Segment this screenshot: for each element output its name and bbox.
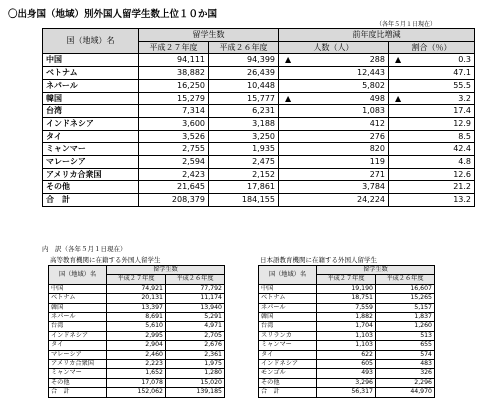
students-2014: 6,231 — [209, 105, 279, 118]
right-header-students: 留学生数 — [317, 266, 435, 275]
change-ratio — [389, 168, 475, 181]
country-name: ベトナム — [49, 294, 107, 303]
change-ratio — [389, 105, 475, 118]
change-ratio-value: 13.2 — [453, 195, 471, 205]
students-2014: 2,475 — [209, 156, 279, 169]
change-ratio — [389, 194, 475, 207]
country-name: マレーシア — [43, 156, 139, 169]
change-count-value: 820 — [369, 144, 385, 154]
main-table-body — [43, 54, 475, 206]
students-2014: 94,399 — [209, 54, 279, 67]
decrease-mark: ▲ — [395, 93, 402, 103]
table-row — [259, 303, 435, 312]
decrease-mark: ▲ — [285, 93, 292, 103]
change-ratio-value: 21.2 — [453, 182, 471, 192]
students-2015: 2,594 — [139, 156, 209, 169]
students-2014: 2,296 — [376, 378, 435, 387]
students-2014: 15,265 — [376, 294, 435, 303]
students-2014: 15,020 — [166, 378, 225, 387]
country-name: ミャンマー — [49, 369, 107, 378]
students-2014: 2,705 — [166, 331, 225, 340]
left-table — [48, 265, 225, 398]
table-row — [49, 284, 225, 293]
students-2014: 2,361 — [166, 350, 225, 359]
students-2015: 19,190 — [317, 284, 376, 293]
students-2015: 2,995 — [107, 331, 166, 340]
students-2015: 2,460 — [107, 350, 166, 359]
students-2015: 2,423 — [139, 168, 209, 181]
breakdown-note: 内 訳（各年５月１日現在） — [42, 245, 127, 253]
decrease-mark: ▲ — [285, 55, 292, 65]
students-2015: 208,379 — [139, 194, 209, 207]
change-ratio-value: 17.4 — [453, 106, 471, 116]
page-title: 〇出身国（地域）別外国人留学生数上位１０か国 — [8, 9, 218, 20]
students-2015: 3,600 — [139, 117, 209, 130]
students-2015: 3,526 — [139, 130, 209, 143]
change-ratio — [389, 54, 475, 67]
country-name: ベトナム — [43, 67, 139, 80]
header-count: 人数（人） — [279, 41, 389, 54]
students-2014: 5,291 — [166, 313, 225, 322]
total-row — [49, 388, 225, 397]
table-row — [43, 54, 475, 67]
students-2015: 1,103 — [317, 331, 376, 340]
students-2015: 94,111 — [139, 54, 209, 67]
country-name: 中国 — [259, 284, 317, 293]
change-count-value: 271 — [369, 169, 385, 179]
students-2014: 10,448 — [209, 79, 279, 92]
table-row — [259, 360, 435, 369]
change-ratio-value: 8.5 — [458, 131, 471, 141]
students-2014: 16,607 — [376, 284, 435, 293]
table-row — [43, 181, 475, 194]
students-2014: 1,280 — [166, 369, 225, 378]
table-row — [49, 350, 225, 359]
change-ratio-value: 4.8 — [458, 157, 471, 167]
total-row — [43, 194, 475, 207]
country-name: タイ — [259, 350, 317, 359]
left-header-country: 国（地域）名 — [49, 266, 107, 285]
change-ratio-value: 42.4 — [453, 144, 471, 154]
students-2015: 17,078 — [107, 378, 166, 387]
country-name: ベトナム — [259, 294, 317, 303]
table-row — [259, 284, 435, 293]
students-2014: 13,940 — [166, 303, 225, 312]
students-2015: 605 — [317, 360, 376, 369]
header-year26: 平成２６年度 — [209, 41, 279, 54]
country-name: 合 計 — [259, 388, 317, 397]
students-2014: 5,157 — [376, 303, 435, 312]
students-2015: 15,279 — [139, 92, 209, 105]
table-row — [49, 303, 225, 312]
country-name: アメリカ合衆国 — [43, 168, 139, 181]
right-header-year26: 平成２６年度 — [376, 275, 435, 284]
change-count — [279, 143, 389, 156]
table-row — [259, 322, 435, 331]
header-year27: 平成２７年度 — [139, 41, 209, 54]
table-row — [259, 294, 435, 303]
students-2015: 2,755 — [139, 143, 209, 156]
table-row — [43, 143, 475, 156]
change-count-value: 5,802 — [362, 80, 385, 90]
table-row — [259, 378, 435, 387]
country-name: 台湾 — [49, 322, 107, 331]
country-name: ミャンマー — [259, 341, 317, 350]
change-count — [279, 168, 389, 181]
country-name: 韓国 — [43, 92, 139, 105]
table-row — [259, 341, 435, 350]
country-name: インドネシア — [43, 117, 139, 130]
table-row — [43, 168, 475, 181]
country-name: 韓国 — [49, 303, 107, 312]
change-ratio-value: 0.3 — [458, 55, 471, 65]
students-2014: 513 — [376, 331, 435, 340]
table-row — [49, 378, 225, 387]
students-2014: 17,861 — [209, 181, 279, 194]
country-name: 中国 — [49, 284, 107, 293]
change-count-value: 412 — [369, 118, 385, 128]
students-2014: 574 — [376, 350, 435, 359]
students-2015: 38,882 — [139, 67, 209, 80]
students-2014: 326 — [376, 369, 435, 378]
students-2014: 15,777 — [209, 92, 279, 105]
right-header-country: 国（地域）名 — [259, 266, 317, 285]
change-count — [279, 194, 389, 207]
students-2015: 2,223 — [107, 360, 166, 369]
students-2015: 20,131 — [107, 294, 166, 303]
country-name: その他 — [49, 378, 107, 387]
change-ratio-value: 3.2 — [458, 93, 471, 103]
students-2014: 184,155 — [209, 194, 279, 207]
right-table-body — [259, 284, 435, 397]
change-count-value: 119 — [369, 157, 385, 167]
students-2015: 13,397 — [107, 303, 166, 312]
change-ratio-value: 12.6 — [453, 169, 471, 179]
country-name: 台湾 — [259, 322, 317, 331]
country-name: 韓国 — [259, 313, 317, 322]
change-ratio — [389, 92, 475, 105]
change-count — [279, 92, 389, 105]
country-name: インドネシア — [259, 360, 317, 369]
right-table — [258, 265, 435, 398]
header-ratio: 割合（％） — [389, 41, 475, 54]
table-row — [43, 156, 475, 169]
table-row — [43, 67, 475, 80]
students-2014: 44,970 — [376, 388, 435, 397]
change-ratio — [389, 130, 475, 143]
students-2014: 2,676 — [166, 341, 225, 350]
students-2014: 483 — [376, 360, 435, 369]
change-ratio-value: 12.9 — [453, 118, 471, 128]
change-count-value: 1,083 — [362, 106, 385, 116]
students-2015: 152,062 — [107, 388, 166, 397]
change-count — [279, 105, 389, 118]
country-name: タイ — [49, 341, 107, 350]
change-count — [279, 54, 389, 67]
change-count-value: 276 — [369, 131, 385, 141]
header-change: 前年度比増減 — [279, 29, 475, 42]
students-2015: 16,250 — [139, 79, 209, 92]
table-row — [259, 331, 435, 340]
country-name: 中国 — [43, 54, 139, 67]
change-count-value: 498 — [369, 93, 385, 103]
total-row — [259, 388, 435, 397]
students-2014: 1,837 — [376, 313, 435, 322]
country-name: スリランカ — [259, 331, 317, 340]
table-row — [49, 369, 225, 378]
students-2015: 8,691 — [107, 313, 166, 322]
table-row — [43, 117, 475, 130]
students-2014: 1,935 — [209, 143, 279, 156]
students-2015: 7,559 — [317, 303, 376, 312]
students-2015: 2,904 — [107, 341, 166, 350]
left-header-students: 留学生数 — [107, 266, 225, 275]
country-name: ミャンマー — [43, 143, 139, 156]
table-row — [43, 105, 475, 118]
change-count — [279, 67, 389, 80]
country-name: ネパール — [49, 313, 107, 322]
students-2014: 77,792 — [166, 284, 225, 293]
change-count-value: 12,443 — [357, 68, 385, 78]
country-name: マレーシア — [49, 350, 107, 359]
change-count-value: 3,784 — [362, 182, 385, 192]
change-count — [279, 156, 389, 169]
right-caption: 日本語教育機関に在籍する外国人留学生 — [260, 256, 377, 264]
date-note: （各年５月１日現在） — [376, 21, 437, 28]
country-name: ネパール — [43, 79, 139, 92]
change-count-value: 24,224 — [357, 195, 385, 205]
students-2014: 139,185 — [166, 388, 225, 397]
change-ratio — [389, 181, 475, 194]
students-2014: 655 — [376, 341, 435, 350]
table-row — [49, 331, 225, 340]
country-name: ネパール — [259, 303, 317, 312]
table-row — [49, 294, 225, 303]
change-ratio — [389, 79, 475, 92]
country-name: モンゴル — [259, 369, 317, 378]
table-row — [49, 360, 225, 369]
change-count — [279, 130, 389, 143]
change-ratio — [389, 67, 475, 80]
students-2014: 11,174 — [166, 294, 225, 303]
left-header-year27: 平成２７年度 — [107, 275, 166, 284]
students-2014: 1,260 — [376, 322, 435, 331]
decrease-mark: ▲ — [395, 55, 402, 65]
students-2015: 1,103 — [317, 341, 376, 350]
students-2015: 1,652 — [107, 369, 166, 378]
change-count-value: 288 — [369, 55, 385, 65]
students-2014: 2,152 — [209, 168, 279, 181]
students-2015: 21,645 — [139, 181, 209, 194]
students-2015: 7,314 — [139, 105, 209, 118]
change-ratio-value: 47.1 — [453, 68, 471, 78]
main-table — [42, 28, 475, 207]
students-2014: 4,971 — [166, 322, 225, 331]
country-name: タイ — [43, 130, 139, 143]
students-2015: 74,921 — [107, 284, 166, 293]
change-count — [279, 181, 389, 194]
change-count — [279, 79, 389, 92]
students-2015: 3,296 — [317, 378, 376, 387]
students-2015: 622 — [317, 350, 376, 359]
change-ratio — [389, 156, 475, 169]
country-name: その他 — [43, 181, 139, 194]
students-2014: 1,975 — [166, 360, 225, 369]
table-row — [259, 369, 435, 378]
students-2015: 56,317 — [317, 388, 376, 397]
country-name: 合 計 — [49, 388, 107, 397]
country-name: アメリカ合衆国 — [49, 360, 107, 369]
table-row — [43, 130, 475, 143]
country-name: その他 — [259, 378, 317, 387]
right-header-year27: 平成２７年度 — [317, 275, 376, 284]
students-2015: 5,610 — [107, 322, 166, 331]
table-row — [49, 313, 225, 322]
header-country: 国（地域）名 — [43, 29, 139, 54]
left-table-body — [49, 284, 225, 397]
country-name: 台湾 — [43, 105, 139, 118]
students-2015: 18,751 — [317, 294, 376, 303]
table-row — [49, 322, 225, 331]
left-header-year26: 平成２６年度 — [166, 275, 225, 284]
change-ratio-value: 55.5 — [453, 80, 471, 90]
change-count — [279, 117, 389, 130]
students-2015: 1,704 — [317, 322, 376, 331]
header-students: 留学生数 — [139, 29, 279, 42]
students-2014: 3,250 — [209, 130, 279, 143]
left-caption: 高等教育機関に在籍する外国人留学生 — [50, 256, 161, 264]
country-name: 合 計 — [43, 194, 139, 207]
students-2014: 26,439 — [209, 67, 279, 80]
table-row — [259, 313, 435, 322]
students-2015: 1,882 — [317, 313, 376, 322]
table-row — [43, 79, 475, 92]
country-name: インドネシア — [49, 331, 107, 340]
table-row — [259, 350, 435, 359]
students-2015: 493 — [317, 369, 376, 378]
change-ratio — [389, 117, 475, 130]
table-row — [49, 341, 225, 350]
change-ratio — [389, 143, 475, 156]
table-row — [43, 92, 475, 105]
students-2014: 3,188 — [209, 117, 279, 130]
